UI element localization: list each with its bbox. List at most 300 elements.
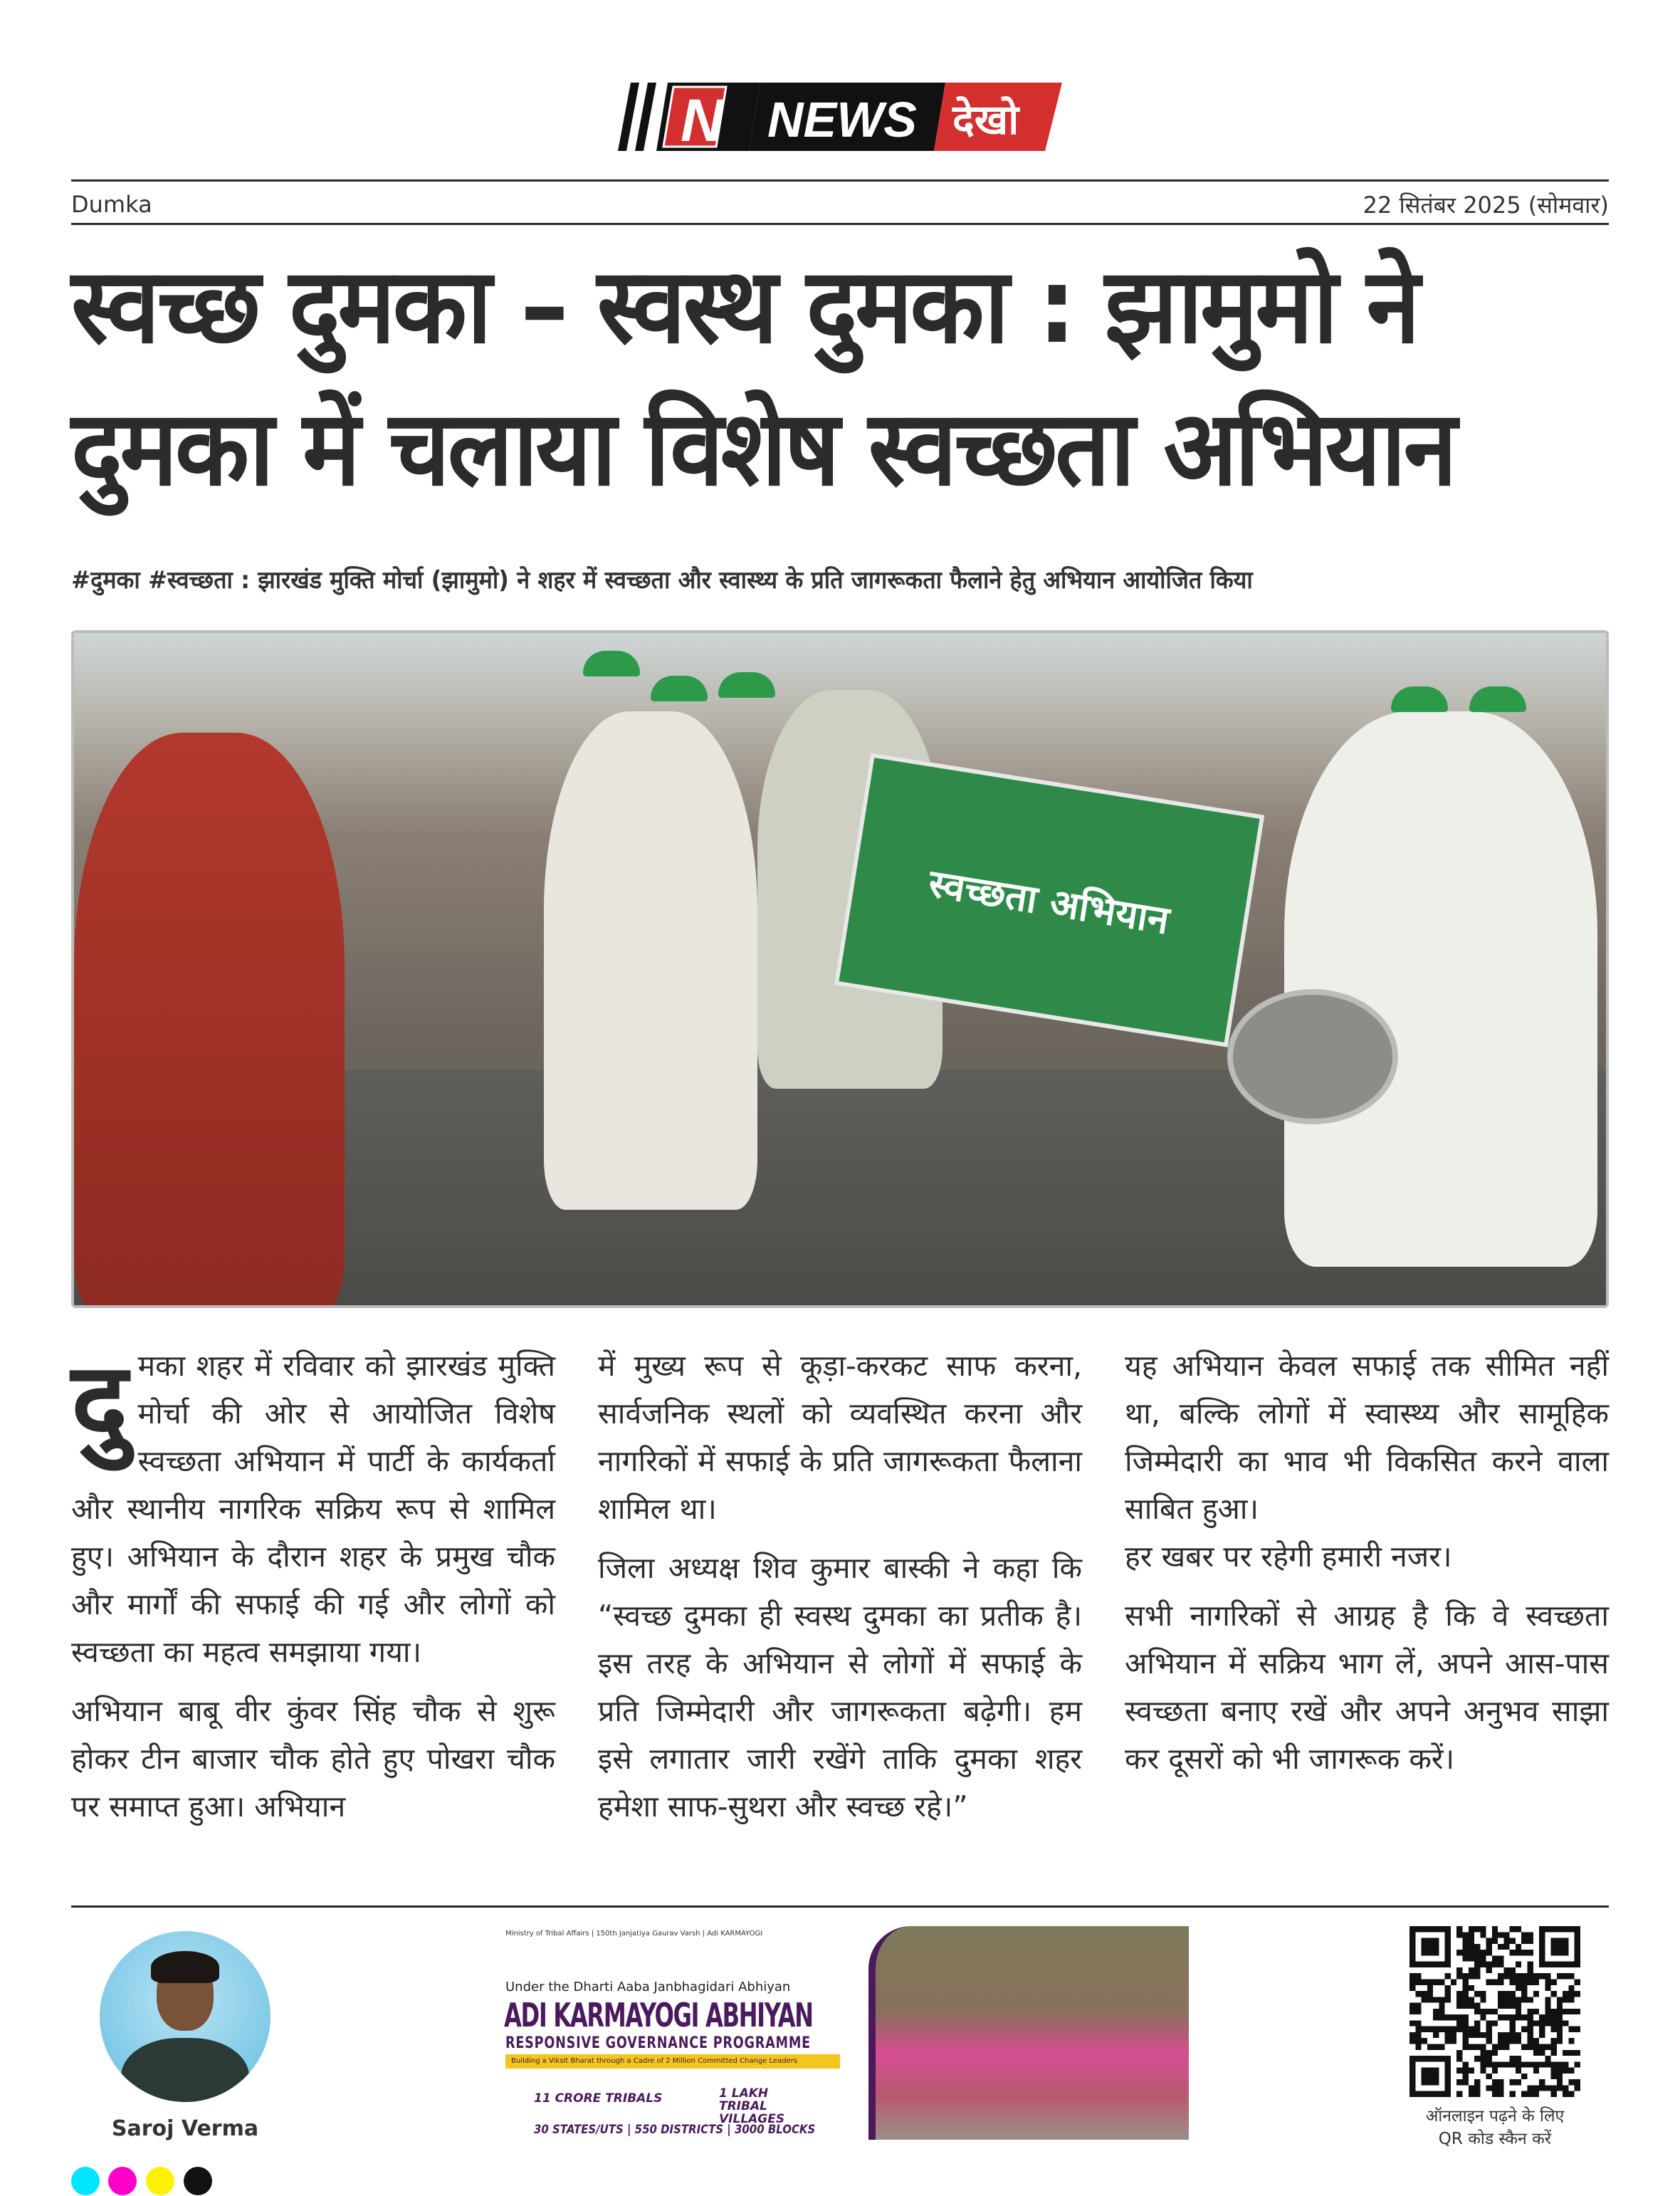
qr-module [1551, 2014, 1557, 2020]
qr-module [1480, 1962, 1486, 1967]
qr-module [1474, 1967, 1480, 1973]
qr-module [1568, 2009, 1574, 2014]
qr-module [1480, 2056, 1486, 2061]
qr-module [1498, 1973, 1503, 1979]
qr-module [1575, 1938, 1580, 1944]
qr-module [1521, 1979, 1527, 1985]
qr-module [1492, 2085, 1498, 2091]
qr-module [1498, 2085, 1503, 2091]
qr-module [1456, 1973, 1462, 1979]
qr-module [1510, 1967, 1516, 1973]
qr-module [1551, 2020, 1557, 2026]
qr-module [1533, 1979, 1539, 1985]
qr-module [1568, 1991, 1574, 1997]
qr-module [1563, 1938, 1568, 1944]
qr-module [1575, 2085, 1580, 2091]
qr-module [1462, 2074, 1468, 2079]
qr-module [1409, 2068, 1415, 2074]
qr-module [1469, 2091, 1474, 2097]
qr-module [1422, 1938, 1427, 1944]
print-mark-magenta [108, 2167, 137, 2195]
qr-module [1480, 2009, 1486, 2014]
qr-module [1503, 2038, 1509, 2044]
qr-module [1445, 2038, 1451, 2044]
qr-module [1492, 1938, 1498, 1944]
qr-module [1563, 1926, 1568, 1932]
qr-module [1445, 2079, 1451, 2085]
qr-module [1521, 2044, 1527, 2050]
qr-module [1486, 1938, 1492, 1944]
qr-module [1557, 1950, 1563, 1955]
qr-module [1474, 2027, 1480, 2032]
qr-module [1433, 2074, 1439, 2079]
qr-module [1469, 1932, 1474, 1938]
qr-module [1409, 1979, 1415, 1985]
qr-module [1533, 2061, 1539, 2067]
qr-module [1422, 2091, 1427, 2097]
qr-module [1498, 2032, 1503, 2038]
qr-module [1433, 1997, 1439, 2002]
qr-module [1557, 2020, 1563, 2026]
qr-module [1456, 2050, 1462, 2056]
qr-module [1486, 2074, 1492, 2079]
logo-hindi: देखो [952, 95, 1019, 144]
qr-module [1545, 1985, 1550, 1991]
qr-module [1516, 1944, 1521, 1950]
qr-module [1498, 1991, 1503, 1997]
qr-module [1415, 1926, 1421, 1932]
qr-module [1521, 2061, 1527, 2067]
qr-module [1469, 2003, 1474, 2009]
paragraph: मका शहर में रविवार को झारखंड मुक्ति मोर्चा की ओर से आयोजित विशेष स्वच्छता अभियान में पार्टी के कार्यकर्ता और स्थानीय नागरिक सक्रिय रूप से शामिल हुए। अभियान के दौरान शहर के प्रमुख चौक और मार्गों की सफाई की गई और लोगों को स्वच्छता का महत्व समझाया गया। [71, 1349, 555, 1669]
qr-module [1516, 1979, 1521, 1985]
qr-module [1551, 1991, 1557, 1997]
qr-module [1516, 2079, 1521, 2085]
qr-module [1528, 2038, 1533, 2044]
qr-module [1469, 1973, 1474, 1979]
qr-module [1498, 2061, 1503, 2067]
qr-caption-line-2: QR कोड स्कैन करें [1438, 2130, 1552, 2148]
qr-module [1528, 1938, 1533, 1944]
qr-module [1545, 1973, 1550, 1979]
qr-module [1545, 1979, 1550, 1985]
advertisement[interactable] [498, 1926, 1189, 2143]
qr-module [1516, 2061, 1521, 2067]
qr-module [1503, 1938, 1509, 1944]
qr-module [1503, 2044, 1509, 2050]
qr-module [1409, 2061, 1415, 2067]
qr-module [1551, 1944, 1557, 1950]
qr-module [1409, 2032, 1415, 2038]
qr-module [1427, 2056, 1433, 2061]
qr-module [1422, 1979, 1427, 1985]
newsdekho-logo [618, 83, 1062, 151]
qr-module [1528, 2044, 1533, 2050]
author-avatar [100, 1931, 271, 2102]
qr-module [1474, 1944, 1480, 1950]
qr-module [1575, 2061, 1580, 2067]
qr-module [1439, 2014, 1444, 2020]
qr-module [1492, 1962, 1498, 1967]
qr-module [1486, 2061, 1492, 2067]
women-group [74, 733, 345, 1308]
qr-module [1551, 1979, 1557, 1985]
qr-module [1480, 1955, 1486, 1961]
qr-module [1551, 2050, 1557, 2056]
qr-module [1456, 1991, 1462, 1997]
qr-module [1456, 2079, 1462, 2085]
qr-module [1533, 1991, 1539, 1997]
qr-module [1415, 2027, 1421, 2032]
qr-module [1422, 2068, 1427, 2074]
avatar-body [121, 2038, 249, 2102]
qr-module [1427, 2044, 1433, 2050]
qr-module [1557, 1938, 1563, 1944]
qr-module [1503, 1932, 1509, 1938]
qr-module [1516, 2068, 1521, 2074]
qr-module [1545, 2056, 1550, 2061]
qr-module [1528, 2032, 1533, 2038]
qr-module [1462, 2014, 1468, 2020]
qr-module [1568, 2091, 1574, 2097]
qr-module [1498, 2038, 1503, 2044]
qr-module [1445, 2091, 1451, 2097]
qr-module [1462, 1950, 1468, 1955]
qr-module [1516, 1973, 1521, 1979]
qr-module [1474, 1973, 1480, 1979]
qr-module [1451, 2038, 1456, 2044]
ad-stat-coverage: 30 STATES/UTS | 550 DISTRICTS | 3000 BLOCKS [534, 2123, 816, 2137]
qr-module [1516, 1950, 1521, 1955]
qr-module [1510, 2061, 1516, 2067]
qr-module [1456, 2056, 1462, 2061]
qr-module [1486, 2050, 1492, 2056]
qr-module [1557, 2014, 1563, 2020]
qr-module [1521, 2091, 1527, 2097]
qr-module [1498, 1955, 1503, 1961]
qr-module [1539, 1926, 1545, 1932]
qr-module [1492, 2044, 1498, 2050]
paragraph: हर खबर पर रहेगी हमारी नजर। [1125, 1539, 1452, 1574]
qr-module [1539, 1973, 1545, 1979]
qr-module [1427, 1991, 1433, 1997]
headline-line-2: दुमका में चलाया विशेष स्वच्छता अभियान [71, 388, 1455, 509]
qr-module [1528, 1997, 1533, 2002]
qr-module [1462, 2027, 1468, 2032]
qr-module [1492, 2009, 1498, 2014]
qr-module [1474, 1955, 1480, 1961]
qr-module [1422, 1991, 1427, 1997]
qr-module [1427, 1926, 1433, 1932]
qr-module [1563, 2091, 1568, 2097]
qr-module [1415, 2038, 1421, 2044]
paragraph: यह अभियान केवल सफाई तक सीमित नहीं था, बल्कि लोगों में स्वास्थ्य और सामूहिक जिम्मेदारी का भाव भी विकसित करने वाला साबित हुआ। [1125, 1349, 1609, 1526]
qr-module [1480, 2044, 1486, 2050]
qr-module [1528, 1950, 1533, 1955]
qr-module [1575, 1962, 1580, 1967]
qr-module [1557, 2061, 1563, 2067]
qr-module [1462, 2079, 1468, 2085]
qr-module [1462, 2032, 1468, 2038]
qr-module [1528, 1979, 1533, 1985]
article-column-3 [1125, 1342, 1609, 1794]
logo-word: NEWS [767, 92, 917, 147]
qr-module [1510, 2091, 1516, 2097]
qr-module [1422, 1926, 1427, 1932]
print-mark-black [184, 2167, 212, 2195]
ad-stat-tribals: 11 CRORE TRIBALS [534, 2091, 663, 2106]
qr-module [1445, 2027, 1451, 2032]
qr-module [1557, 2074, 1563, 2079]
qr-module [1539, 2079, 1545, 2085]
date: 22 सितंबर 2025 (सोमवार) [1363, 191, 1609, 219]
qr-module [1456, 2091, 1462, 2097]
qr-module [1439, 2027, 1444, 2032]
qr-module [1486, 1979, 1492, 1985]
qr-module [1427, 1985, 1433, 1991]
qr-module [1409, 1950, 1415, 1955]
ad-intro: Under the Dharti Aaba Janbhagidari Abhiyan [505, 1980, 791, 1994]
qr-module [1462, 1991, 1468, 1997]
qr-module [1551, 2027, 1557, 2032]
qr-module [1462, 1932, 1468, 1938]
qr-module [1539, 2044, 1545, 2050]
qr-module [1445, 1962, 1451, 1967]
qr-module [1409, 1973, 1415, 1979]
qr-module [1462, 2061, 1468, 2067]
qr-module [1486, 1962, 1492, 1967]
qr-module [1422, 1950, 1427, 1955]
qr-module [1510, 1950, 1516, 1955]
qr-module [1568, 2050, 1574, 2056]
qr-module [1510, 2032, 1516, 2038]
qr-module [1563, 2061, 1568, 2067]
qr-module [1575, 1932, 1580, 1938]
green-cap [583, 651, 640, 676]
qr-module [1503, 1973, 1509, 1979]
qr-module [1539, 1938, 1545, 1944]
qr-module [1575, 1979, 1580, 1985]
qr-module [1492, 2068, 1498, 2074]
qr-module [1568, 2079, 1574, 2085]
qr-module [1510, 1973, 1516, 1979]
qr-module [1469, 1938, 1474, 1944]
qr-module [1545, 1962, 1550, 1967]
qr-module [1427, 2079, 1433, 2085]
footer-rule [71, 1905, 1609, 1908]
qr-module [1498, 1979, 1503, 1985]
qr-module [1445, 1938, 1451, 1944]
qr-module [1409, 1944, 1415, 1950]
qr-module [1521, 1991, 1527, 1997]
qr-module [1445, 2032, 1451, 2038]
qr-module [1516, 2014, 1521, 2020]
basin [1227, 989, 1398, 1124]
qr-caption [1374, 2105, 1616, 2150]
qr-module [1433, 2014, 1439, 2020]
qr-module [1422, 1962, 1427, 1967]
qr-module [1486, 1944, 1492, 1950]
qr-module [1445, 1997, 1451, 2002]
qr-module [1456, 2027, 1462, 2032]
qr-module [1415, 2032, 1421, 2038]
qr-module [1486, 2085, 1492, 2091]
qr-module [1568, 1962, 1574, 1967]
qr-module [1462, 2038, 1468, 2044]
qr-module [1439, 1962, 1444, 1967]
qr-module [1492, 2061, 1498, 2067]
ad-title: ADI KARMAYOGI ABHIYAN [504, 1996, 813, 2034]
print-mark-cyan [71, 2167, 100, 2195]
qr-module [1456, 1926, 1462, 1932]
qr-module [1409, 2020, 1415, 2026]
qr-module [1551, 2074, 1557, 2079]
qr-module [1557, 1962, 1563, 1967]
qr-module [1551, 2044, 1557, 2050]
qr-module [1445, 1926, 1451, 1932]
qr-module [1433, 2056, 1439, 2061]
qr-module [1474, 1962, 1480, 1967]
qr-module [1503, 1944, 1509, 1950]
location: Dumka [71, 191, 152, 218]
person [544, 711, 757, 1210]
qr-module [1568, 2038, 1574, 2044]
qr-module [1445, 2014, 1451, 2020]
article-column-1 [71, 1342, 555, 1842]
qr-module [1498, 1962, 1503, 1967]
qr-code[interactable] [1409, 1926, 1580, 2097]
qr-module [1445, 2056, 1451, 2061]
qr-module [1533, 2020, 1539, 2026]
qr-module [1533, 2009, 1539, 2014]
qr-module [1568, 1997, 1574, 2002]
paragraph: अभियान बाबू वीर कुंवर सिंह चौक से शुरू होकर टीन बाजार चौक होते हुए पोखरा चौक पर समाप्त हुआ। अभियान [71, 1694, 555, 1824]
qr-module [1456, 1967, 1462, 1973]
qr-module [1445, 2085, 1451, 2091]
qr-module [1575, 1944, 1580, 1950]
qr-module [1480, 1950, 1486, 1955]
qr-module [1456, 1997, 1462, 2002]
qr-module [1510, 1926, 1516, 1932]
qr-module [1503, 2061, 1509, 2067]
qr-module [1575, 1950, 1580, 1955]
qr-module [1474, 2032, 1480, 2038]
qr-module [1563, 2050, 1568, 2056]
qr-module [1415, 2003, 1421, 2009]
qr-module [1439, 2044, 1444, 2050]
qr-module [1445, 1991, 1451, 1997]
ad-subtitle: RESPONSIVE GOVERNANCE PROGRAMME [505, 2034, 811, 2052]
qr-module [1533, 2038, 1539, 2044]
banner-text: स्वच्छता अभियान [925, 860, 1172, 943]
qr-module [1427, 1944, 1433, 1950]
green-cap [651, 676, 708, 701]
qr-module [1557, 2027, 1563, 2032]
article-column-2 [598, 1342, 1082, 1842]
qr-module [1539, 2085, 1545, 2091]
qr-module [1469, 2032, 1474, 2038]
qr-module [1415, 1962, 1421, 1967]
qr-module [1456, 2020, 1462, 2026]
qr-module [1551, 2085, 1557, 2091]
green-cap [1391, 686, 1448, 712]
qr-module [1503, 2032, 1509, 2038]
qr-module [1539, 2020, 1545, 2026]
qr-module [1415, 2020, 1421, 2026]
qr-module [1486, 2027, 1492, 2032]
qr-module [1409, 1985, 1415, 1991]
qr-module [1528, 2091, 1533, 2097]
qr-module [1433, 2079, 1439, 2085]
ad-tagline: Building a Viksit Bharat through a Cadre of 2 Million Committed Change Leaders [505, 2054, 840, 2069]
qr-module [1516, 2009, 1521, 2014]
qr-module [1480, 1997, 1486, 2002]
qr-module [1510, 2014, 1516, 2020]
qr-module [1422, 2056, 1427, 2061]
print-mark-yellow [146, 2167, 174, 2195]
qr-module [1480, 1991, 1486, 1997]
qr-module [1469, 1926, 1474, 1932]
qr-module [1498, 2003, 1503, 2009]
qr-module [1409, 2079, 1415, 2085]
qr-module [1575, 2079, 1580, 2085]
qr-module [1539, 1955, 1545, 1961]
qr-module [1474, 2003, 1480, 2009]
qr-module [1528, 1962, 1533, 1967]
qr-module [1521, 1932, 1527, 1938]
ad-stat-villages: 1 LAKH TRIBAL VILLAGES [719, 2086, 785, 2126]
qr-module [1539, 1962, 1545, 1967]
qr-module [1575, 1926, 1580, 1932]
qr-module [1456, 1950, 1462, 1955]
qr-module [1563, 2068, 1568, 2074]
qr-module [1557, 1944, 1563, 1950]
qr-module [1480, 2068, 1486, 2074]
qr-module [1528, 2061, 1533, 2067]
qr-module [1528, 2014, 1533, 2020]
qr-module [1575, 2009, 1580, 2014]
qr-module [1516, 2038, 1521, 2044]
qr-module [1469, 1997, 1474, 2002]
qr-module [1422, 2074, 1427, 2079]
qr-module [1480, 1926, 1486, 1932]
qr-module [1551, 2038, 1557, 2044]
qr-module [1563, 1962, 1568, 1967]
qr-module [1427, 2074, 1433, 2079]
qr-module [1528, 2020, 1533, 2026]
qr-module [1427, 1938, 1433, 1944]
qr-module [1498, 2091, 1503, 2097]
qr-module [1498, 1944, 1503, 1950]
qr-module [1551, 1926, 1557, 1932]
qr-module [1539, 2050, 1545, 2056]
article-photo [71, 630, 1609, 1308]
qr-module [1498, 2044, 1503, 2050]
qr-module [1521, 2014, 1527, 2020]
qr-module [1427, 2091, 1433, 2097]
qr-module [1503, 1997, 1509, 2002]
qr-module [1557, 1926, 1563, 1932]
qr-module [1422, 2079, 1427, 2085]
qr-module [1456, 2014, 1462, 2020]
qr-module [1445, 2061, 1451, 2067]
qr-module [1480, 2014, 1486, 2020]
qr-module [1492, 2091, 1498, 2097]
qr-module [1462, 2020, 1468, 2026]
qr-module [1528, 1967, 1533, 1973]
qr-module [1433, 2032, 1439, 2038]
qr-module [1510, 2020, 1516, 2026]
